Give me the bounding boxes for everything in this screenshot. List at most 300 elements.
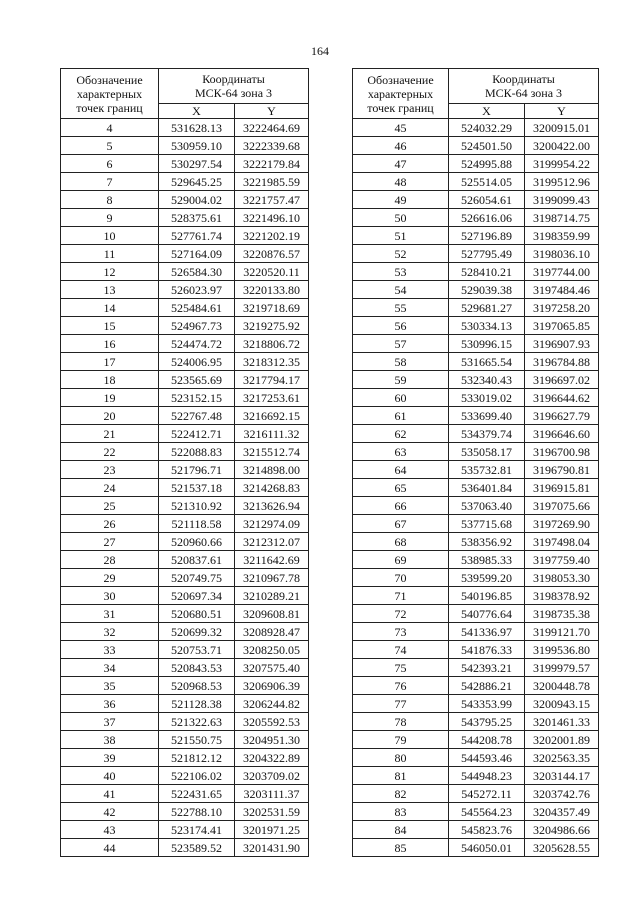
x-coordinate-cell: 527196.89 — [449, 227, 525, 245]
y-coordinate-cell: 3222339.68 — [235, 137, 309, 155]
y-coordinate-cell: 3214898.00 — [235, 461, 309, 479]
table-row — [61, 551, 309, 569]
x-coordinate-cell: 541336.97 — [449, 623, 525, 641]
x-coordinate-cell: 521118.58 — [159, 515, 235, 533]
y-coordinate-cell: 3203709.02 — [235, 767, 309, 785]
x-coordinate-cell: 521812.12 — [159, 749, 235, 767]
x-coordinate-cell: 520699.32 — [159, 623, 235, 641]
y-coordinate-cell: 3203144.17 — [525, 767, 599, 785]
table-row — [61, 659, 309, 677]
table-row — [353, 353, 599, 371]
x-coordinate-cell: 529039.38 — [449, 281, 525, 299]
y-coordinate-cell: 3204322.89 — [235, 749, 309, 767]
x-coordinate-cell: 524032.29 — [449, 119, 525, 137]
x-coordinate-cell: 524501.50 — [449, 137, 525, 155]
table-row — [61, 299, 309, 317]
y-coordinate-cell: 3198378.92 — [525, 587, 599, 605]
point-number-cell: 18 — [61, 371, 159, 389]
y-coordinate-cell: 3209608.81 — [235, 605, 309, 623]
x-coordinate-cell: 529645.25 — [159, 173, 235, 191]
y-coordinate-cell: 3208250.05 — [235, 641, 309, 659]
point-number-cell: 44 — [61, 839, 159, 857]
y-coordinate-cell: 3198735.38 — [525, 605, 599, 623]
point-number-cell: 62 — [353, 425, 449, 443]
y-coordinate-cell: 3221202.19 — [235, 227, 309, 245]
y-coordinate-cell: 3219275.92 — [235, 317, 309, 335]
y-coordinate-cell: 3199099.43 — [525, 191, 599, 209]
x-coordinate-cell: 530996.15 — [449, 335, 525, 353]
point-number-cell: 10 — [61, 227, 159, 245]
point-number-cell: 85 — [353, 839, 449, 857]
point-number-cell: 79 — [353, 731, 449, 749]
table-row — [61, 461, 309, 479]
table-row — [61, 821, 309, 839]
point-number-cell: 80 — [353, 749, 449, 767]
x-coordinate-cell: 545272.11 — [449, 785, 525, 803]
y-coordinate-cell: 3220133.80 — [235, 281, 309, 299]
table-row — [353, 263, 599, 281]
x-coordinate-cell: 531628.13 — [159, 119, 235, 137]
x-coordinate-cell: 546050.01 — [449, 839, 525, 857]
y-coordinate-cell: 3201431.90 — [235, 839, 309, 857]
y-coordinate-cell: 3196907.93 — [525, 335, 599, 353]
table-row — [353, 767, 599, 785]
table-row — [61, 245, 309, 263]
y-coordinate-cell: 3211642.69 — [235, 551, 309, 569]
header-coordinates: Координаты МСК-64 зона 3 — [159, 69, 309, 104]
table-row — [61, 641, 309, 659]
x-coordinate-cell: 521537.18 — [159, 479, 235, 497]
point-number-cell: 52 — [353, 245, 449, 263]
x-coordinate-cell: 523152.15 — [159, 389, 235, 407]
point-number-cell: 50 — [353, 209, 449, 227]
y-coordinate-cell: 3199512.96 — [525, 173, 599, 191]
point-number-cell: 69 — [353, 551, 449, 569]
table-row — [353, 821, 599, 839]
point-number-cell: 74 — [353, 641, 449, 659]
table-row — [353, 623, 599, 641]
point-number-cell: 32 — [61, 623, 159, 641]
x-coordinate-cell: 520753.71 — [159, 641, 235, 659]
point-number-cell: 84 — [353, 821, 449, 839]
point-number-cell: 59 — [353, 371, 449, 389]
x-coordinate-cell: 529681.27 — [449, 299, 525, 317]
table-row — [61, 119, 309, 137]
header-point-label: Обозначение характерных точек границ — [353, 69, 449, 119]
table-body-right — [353, 119, 599, 857]
point-number-cell: 58 — [353, 353, 449, 371]
header-x: X — [159, 104, 235, 119]
y-coordinate-cell: 3205628.55 — [525, 839, 599, 857]
table-row — [353, 227, 599, 245]
y-coordinate-cell: 3202531.59 — [235, 803, 309, 821]
x-coordinate-cell: 521310.92 — [159, 497, 235, 515]
table-row — [353, 371, 599, 389]
point-number-cell: 27 — [61, 533, 159, 551]
y-coordinate-cell: 3200943.15 — [525, 695, 599, 713]
table-row — [61, 155, 309, 173]
table-row — [61, 263, 309, 281]
point-number-cell: 35 — [61, 677, 159, 695]
point-number-cell: 9 — [61, 209, 159, 227]
y-coordinate-cell: 3218806.72 — [235, 335, 309, 353]
table-row — [61, 767, 309, 785]
table-row — [353, 515, 599, 533]
point-number-cell: 48 — [353, 173, 449, 191]
table-row — [353, 569, 599, 587]
y-coordinate-cell: 3196646.60 — [525, 425, 599, 443]
y-coordinate-cell: 3198036.10 — [525, 245, 599, 263]
y-coordinate-cell: 3199536.80 — [525, 641, 599, 659]
point-number-cell: 45 — [353, 119, 449, 137]
y-coordinate-cell: 3200448.78 — [525, 677, 599, 695]
table-row — [353, 407, 599, 425]
table-row — [61, 749, 309, 767]
x-coordinate-cell: 532340.43 — [449, 371, 525, 389]
y-coordinate-cell: 3197075.66 — [525, 497, 599, 515]
y-coordinate-cell: 3220876.57 — [235, 245, 309, 263]
table-row — [353, 605, 599, 623]
y-coordinate-cell: 3221985.59 — [235, 173, 309, 191]
x-coordinate-cell: 526054.61 — [449, 191, 525, 209]
table-row — [353, 533, 599, 551]
table-row — [61, 569, 309, 587]
x-coordinate-cell: 535732.81 — [449, 461, 525, 479]
point-number-cell: 15 — [61, 317, 159, 335]
x-coordinate-cell: 545564.23 — [449, 803, 525, 821]
y-coordinate-cell: 3206906.39 — [235, 677, 309, 695]
x-coordinate-cell: 520749.75 — [159, 569, 235, 587]
y-coordinate-cell: 3219718.69 — [235, 299, 309, 317]
point-number-cell: 61 — [353, 407, 449, 425]
point-number-cell: 28 — [61, 551, 159, 569]
x-coordinate-cell: 529004.02 — [159, 191, 235, 209]
point-number-cell: 33 — [61, 641, 159, 659]
x-coordinate-cell: 530334.13 — [449, 317, 525, 335]
x-coordinate-cell: 527164.09 — [159, 245, 235, 263]
x-coordinate-cell: 533019.02 — [449, 389, 525, 407]
point-number-cell: 8 — [61, 191, 159, 209]
table-row — [353, 479, 599, 497]
point-number-cell: 68 — [353, 533, 449, 551]
x-coordinate-cell: 537715.68 — [449, 515, 525, 533]
x-coordinate-cell: 537063.40 — [449, 497, 525, 515]
table-row — [61, 389, 309, 407]
point-number-cell: 53 — [353, 263, 449, 281]
table-row — [61, 713, 309, 731]
x-coordinate-cell: 535058.17 — [449, 443, 525, 461]
point-number-cell: 66 — [353, 497, 449, 515]
point-number-cell: 19 — [61, 389, 159, 407]
point-number-cell: 73 — [353, 623, 449, 641]
table-body-left — [61, 119, 309, 857]
x-coordinate-cell: 542886.21 — [449, 677, 525, 695]
point-number-cell: 72 — [353, 605, 449, 623]
x-coordinate-cell: 528375.61 — [159, 209, 235, 227]
x-coordinate-cell: 522412.71 — [159, 425, 235, 443]
x-coordinate-cell: 542393.21 — [449, 659, 525, 677]
y-coordinate-cell: 3208928.47 — [235, 623, 309, 641]
point-number-cell: 24 — [61, 479, 159, 497]
table-row — [353, 173, 599, 191]
y-coordinate-cell: 3197065.85 — [525, 317, 599, 335]
x-coordinate-cell: 520843.53 — [159, 659, 235, 677]
table-row — [353, 659, 599, 677]
x-coordinate-cell: 526023.97 — [159, 281, 235, 299]
table-row — [353, 155, 599, 173]
y-coordinate-cell: 3210967.78 — [235, 569, 309, 587]
y-coordinate-cell: 3207575.40 — [235, 659, 309, 677]
y-coordinate-cell: 3198053.30 — [525, 569, 599, 587]
point-number-cell: 7 — [61, 173, 159, 191]
table-row — [61, 677, 309, 695]
point-number-cell: 22 — [61, 443, 159, 461]
point-number-cell: 43 — [61, 821, 159, 839]
y-coordinate-cell: 3200915.01 — [525, 119, 599, 137]
table-row — [61, 335, 309, 353]
x-coordinate-cell: 526584.30 — [159, 263, 235, 281]
x-coordinate-cell: 538356.92 — [449, 533, 525, 551]
table-row — [353, 299, 599, 317]
table-row — [353, 389, 599, 407]
y-coordinate-cell: 3222179.84 — [235, 155, 309, 173]
point-number-cell: 56 — [353, 317, 449, 335]
x-coordinate-cell: 525484.61 — [159, 299, 235, 317]
point-number-cell: 57 — [353, 335, 449, 353]
y-coordinate-cell: 3203111.37 — [235, 785, 309, 803]
table-row — [353, 677, 599, 695]
point-number-cell: 11 — [61, 245, 159, 263]
y-coordinate-cell: 3202563.35 — [525, 749, 599, 767]
x-coordinate-cell: 527761.74 — [159, 227, 235, 245]
point-number-cell: 20 — [61, 407, 159, 425]
table-row — [353, 587, 599, 605]
y-coordinate-cell: 3196697.02 — [525, 371, 599, 389]
header-y: Y — [525, 104, 599, 119]
y-coordinate-cell: 3203742.76 — [525, 785, 599, 803]
table-row — [61, 479, 309, 497]
table-row — [353, 281, 599, 299]
x-coordinate-cell: 521550.75 — [159, 731, 235, 749]
point-number-cell: 42 — [61, 803, 159, 821]
table-row — [353, 245, 599, 263]
point-number-cell: 78 — [353, 713, 449, 731]
point-number-cell: 12 — [61, 263, 159, 281]
point-number-cell: 63 — [353, 443, 449, 461]
x-coordinate-cell: 540196.85 — [449, 587, 525, 605]
table-row — [61, 497, 309, 515]
table-row — [61, 407, 309, 425]
x-coordinate-cell: 528410.21 — [449, 263, 525, 281]
y-coordinate-cell: 3201461.33 — [525, 713, 599, 731]
x-coordinate-cell: 544593.46 — [449, 749, 525, 767]
header-point-label: Обозначение характерных точек границ — [61, 69, 159, 119]
page-number: 164 — [311, 44, 329, 58]
point-number-cell: 4 — [61, 119, 159, 137]
point-number-cell: 31 — [61, 605, 159, 623]
y-coordinate-cell: 3217794.17 — [235, 371, 309, 389]
point-number-cell: 30 — [61, 587, 159, 605]
y-coordinate-cell: 3221496.10 — [235, 209, 309, 227]
point-number-cell: 39 — [61, 749, 159, 767]
table-row — [353, 749, 599, 767]
table-row — [353, 713, 599, 731]
x-coordinate-cell: 520968.53 — [159, 677, 235, 695]
y-coordinate-cell: 3200422.00 — [525, 137, 599, 155]
y-coordinate-cell: 3204357.49 — [525, 803, 599, 821]
table-row — [353, 119, 599, 137]
x-coordinate-cell: 533699.40 — [449, 407, 525, 425]
x-coordinate-cell: 531665.54 — [449, 353, 525, 371]
point-number-cell: 38 — [61, 731, 159, 749]
table-row — [61, 515, 309, 533]
y-coordinate-cell: 3205592.53 — [235, 713, 309, 731]
x-coordinate-cell: 522788.10 — [159, 803, 235, 821]
point-number-cell: 23 — [61, 461, 159, 479]
x-coordinate-cell: 524995.88 — [449, 155, 525, 173]
header-coordinates: Координаты МСК-64 зона 3 — [449, 69, 599, 104]
y-coordinate-cell: 3196915.81 — [525, 479, 599, 497]
table-row — [353, 731, 599, 749]
point-number-cell: 70 — [353, 569, 449, 587]
y-coordinate-cell: 3198359.99 — [525, 227, 599, 245]
y-coordinate-cell: 3220520.11 — [235, 263, 309, 281]
table-row — [353, 191, 599, 209]
point-number-cell: 6 — [61, 155, 159, 173]
x-coordinate-cell: 527795.49 — [449, 245, 525, 263]
table-row — [61, 785, 309, 803]
table-row — [353, 443, 599, 461]
x-coordinate-cell: 530297.54 — [159, 155, 235, 173]
x-coordinate-cell: 543353.99 — [449, 695, 525, 713]
table-row — [61, 371, 309, 389]
y-coordinate-cell: 3196784.88 — [525, 353, 599, 371]
y-coordinate-cell: 3197744.00 — [525, 263, 599, 281]
point-number-cell: 34 — [61, 659, 159, 677]
coordinates-table-left — [60, 68, 309, 857]
x-coordinate-cell: 524474.72 — [159, 335, 235, 353]
table-row — [353, 137, 599, 155]
point-number-cell: 67 — [353, 515, 449, 533]
point-number-cell: 46 — [353, 137, 449, 155]
table-row — [61, 605, 309, 623]
table-row — [61, 731, 309, 749]
table-row — [61, 317, 309, 335]
x-coordinate-cell: 520680.51 — [159, 605, 235, 623]
x-coordinate-cell: 525514.05 — [449, 173, 525, 191]
point-number-cell: 47 — [353, 155, 449, 173]
y-coordinate-cell: 3210289.21 — [235, 587, 309, 605]
point-number-cell: 75 — [353, 659, 449, 677]
y-coordinate-cell: 3216692.15 — [235, 407, 309, 425]
table-row — [61, 623, 309, 641]
header-x: X — [449, 104, 525, 119]
x-coordinate-cell: 538985.33 — [449, 551, 525, 569]
coordinates-table-right — [352, 68, 599, 857]
y-coordinate-cell: 3196627.79 — [525, 407, 599, 425]
table-row — [61, 209, 309, 227]
table-row — [353, 839, 599, 857]
table-row — [353, 497, 599, 515]
y-coordinate-cell: 3212974.09 — [235, 515, 309, 533]
table-row — [61, 695, 309, 713]
table-row — [353, 425, 599, 443]
y-coordinate-cell: 3199979.57 — [525, 659, 599, 677]
y-coordinate-cell: 3221757.47 — [235, 191, 309, 209]
x-coordinate-cell: 536401.84 — [449, 479, 525, 497]
x-coordinate-cell: 523589.52 — [159, 839, 235, 857]
header-y: Y — [235, 104, 309, 119]
point-number-cell: 51 — [353, 227, 449, 245]
point-number-cell: 21 — [61, 425, 159, 443]
y-coordinate-cell: 3212312.07 — [235, 533, 309, 551]
table-row — [61, 227, 309, 245]
y-coordinate-cell: 3213626.94 — [235, 497, 309, 515]
table-row — [61, 803, 309, 821]
y-coordinate-cell: 3199121.70 — [525, 623, 599, 641]
x-coordinate-cell: 521796.71 — [159, 461, 235, 479]
point-number-cell: 54 — [353, 281, 449, 299]
point-number-cell: 60 — [353, 389, 449, 407]
table-row — [61, 173, 309, 191]
table-row — [353, 209, 599, 227]
table-row — [61, 839, 309, 857]
x-coordinate-cell: 534379.74 — [449, 425, 525, 443]
point-number-cell: 65 — [353, 479, 449, 497]
point-number-cell: 83 — [353, 803, 449, 821]
y-coordinate-cell: 3197498.04 — [525, 533, 599, 551]
point-number-cell: 40 — [61, 767, 159, 785]
x-coordinate-cell: 541876.33 — [449, 641, 525, 659]
x-coordinate-cell: 520960.66 — [159, 533, 235, 551]
table-row — [61, 281, 309, 299]
point-number-cell: 25 — [61, 497, 159, 515]
point-number-cell: 76 — [353, 677, 449, 695]
x-coordinate-cell: 520837.61 — [159, 551, 235, 569]
x-coordinate-cell: 522106.02 — [159, 767, 235, 785]
y-coordinate-cell: 3197269.90 — [525, 515, 599, 533]
x-coordinate-cell: 539599.20 — [449, 569, 525, 587]
point-number-cell: 82 — [353, 785, 449, 803]
y-coordinate-cell: 3197484.46 — [525, 281, 599, 299]
y-coordinate-cell: 3216111.32 — [235, 425, 309, 443]
x-coordinate-cell: 523174.41 — [159, 821, 235, 839]
x-coordinate-cell: 543795.25 — [449, 713, 525, 731]
y-coordinate-cell: 3222464.69 — [235, 119, 309, 137]
table-row — [61, 587, 309, 605]
y-coordinate-cell: 3198714.75 — [525, 209, 599, 227]
point-number-cell: 16 — [61, 335, 159, 353]
point-number-cell: 29 — [61, 569, 159, 587]
point-number-cell: 49 — [353, 191, 449, 209]
y-coordinate-cell: 3204986.66 — [525, 821, 599, 839]
y-coordinate-cell: 3215512.74 — [235, 443, 309, 461]
x-coordinate-cell: 545823.76 — [449, 821, 525, 839]
table-row — [353, 695, 599, 713]
table-row — [61, 425, 309, 443]
x-coordinate-cell: 521128.38 — [159, 695, 235, 713]
y-coordinate-cell: 3196644.62 — [525, 389, 599, 407]
table-row — [353, 551, 599, 569]
point-number-cell: 37 — [61, 713, 159, 731]
y-coordinate-cell: 3199954.22 — [525, 155, 599, 173]
y-coordinate-cell: 3206244.82 — [235, 695, 309, 713]
point-number-cell: 71 — [353, 587, 449, 605]
y-coordinate-cell: 3204951.30 — [235, 731, 309, 749]
x-coordinate-cell: 544208.78 — [449, 731, 525, 749]
x-coordinate-cell: 521322.63 — [159, 713, 235, 731]
table-row — [61, 353, 309, 371]
